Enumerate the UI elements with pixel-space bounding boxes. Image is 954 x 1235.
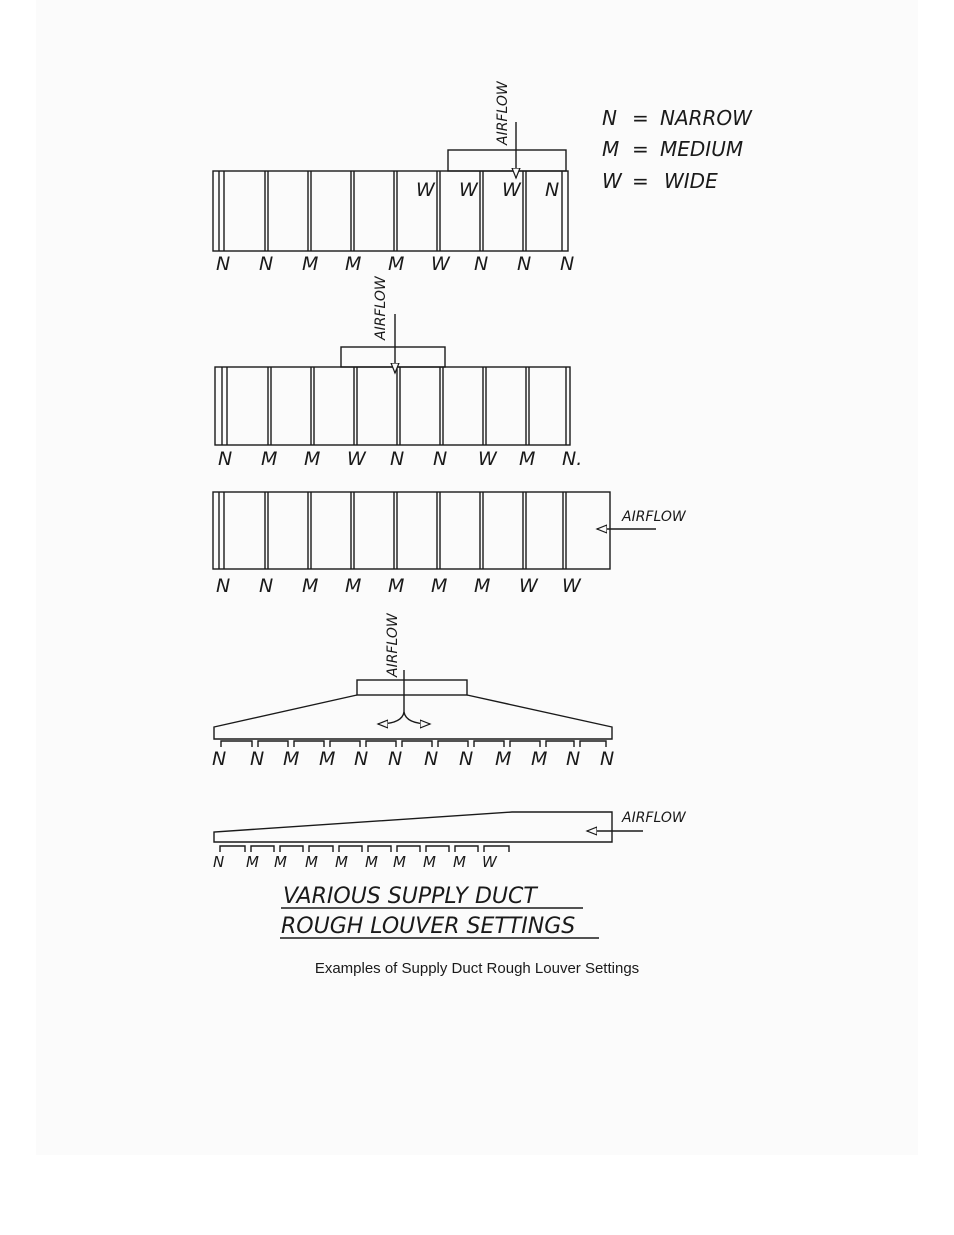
louver-label: N <box>259 575 274 597</box>
legend-key: W <box>602 169 622 193</box>
airflow-label: AIRFLOW <box>622 810 686 826</box>
louver-label: M <box>453 853 466 871</box>
louver-label: N. <box>562 448 583 470</box>
louver-label: N <box>424 748 439 770</box>
louver-label: N <box>212 748 227 770</box>
legend-value: MEDIUM <box>660 137 744 161</box>
louver-label: M <box>345 253 362 275</box>
title-line-1: VARIOUS SUPPLY DUCT <box>283 884 537 909</box>
louver-label: W <box>482 853 497 871</box>
duct-body <box>213 492 610 569</box>
legend-eq: = <box>632 169 649 193</box>
louver-label: M <box>304 448 321 470</box>
louver-label: M <box>388 253 405 275</box>
louver-label: M <box>365 853 378 871</box>
louver-label: M <box>274 853 287 871</box>
duct-4 <box>212 612 614 770</box>
louver-label: M <box>246 853 259 871</box>
legend <box>602 106 753 193</box>
louver-label: M <box>302 253 319 275</box>
louver-label: N <box>390 448 405 470</box>
louver-label: N <box>459 748 474 770</box>
airflow-label: AIRFLOW <box>622 509 686 525</box>
louver-label: M <box>319 748 336 770</box>
duct-body <box>214 695 612 739</box>
louver-label: M <box>388 575 405 597</box>
louver-label: N <box>600 748 615 770</box>
legend-key: N <box>602 106 617 130</box>
duct-1 <box>213 80 574 275</box>
louver-label: W <box>431 253 450 275</box>
title-line-2: ROUGH LOUVER SETTINGS <box>281 914 576 939</box>
louver-label: M <box>474 575 491 597</box>
louver-label: N <box>388 748 403 770</box>
duct-2 <box>215 275 582 470</box>
louver-brackets <box>220 846 509 852</box>
supply-inlet <box>357 680 467 695</box>
louver-label: N <box>216 575 231 597</box>
louver-label: N <box>517 253 532 275</box>
legend-key: M <box>602 137 620 161</box>
louver-label: M <box>302 575 319 597</box>
airflow-label: AIRFLOW <box>373 276 389 340</box>
louver-label: M <box>431 575 448 597</box>
louver-label: M <box>261 448 278 470</box>
louver-label: N <box>250 748 265 770</box>
louver-label: M <box>393 853 406 871</box>
louver-label: N <box>259 253 274 275</box>
duct-5 <box>213 810 687 871</box>
louver-label: W <box>478 448 497 470</box>
duct-3 <box>213 492 687 597</box>
louver-label: W <box>562 575 581 597</box>
louver-label: N <box>474 253 489 275</box>
louver-label: M <box>345 575 362 597</box>
louver-label: M <box>335 853 348 871</box>
airflow-label: AIRFLOW <box>495 81 511 145</box>
louver-label: N <box>218 448 233 470</box>
airflow-label: AIRFLOW <box>385 613 401 677</box>
supply-inlet <box>341 347 445 367</box>
louver-label: M <box>519 448 536 470</box>
louver-label: M <box>423 853 436 871</box>
louver-label: N <box>560 253 575 275</box>
louver-brackets <box>221 741 606 747</box>
louver-label: M <box>305 853 318 871</box>
legend-value: WIDE <box>664 169 718 193</box>
diagram-title <box>280 884 599 939</box>
louver-label: N <box>213 853 225 871</box>
louver-label: N <box>545 179 560 201</box>
supply-inlet <box>448 150 566 171</box>
duct-body <box>214 812 612 842</box>
louver-label: W <box>502 179 521 201</box>
figure-caption: Examples of Supply Duct Rough Louver Settings <box>314 960 640 977</box>
louver-label: M <box>531 748 548 770</box>
louver-label: W <box>416 179 435 201</box>
louver-label: W <box>459 179 478 201</box>
louver-label: M <box>283 748 300 770</box>
louver-label: W <box>519 575 538 597</box>
louver-label: N <box>566 748 581 770</box>
legend-eq: = <box>632 106 649 130</box>
legend-eq: = <box>632 137 649 161</box>
louver-label: N <box>216 253 231 275</box>
legend-value: NARROW <box>660 106 752 130</box>
louver-label: N <box>354 748 369 770</box>
louver-label: M <box>495 748 512 770</box>
louver-label: W <box>347 448 366 470</box>
louver-label: N <box>433 448 448 470</box>
